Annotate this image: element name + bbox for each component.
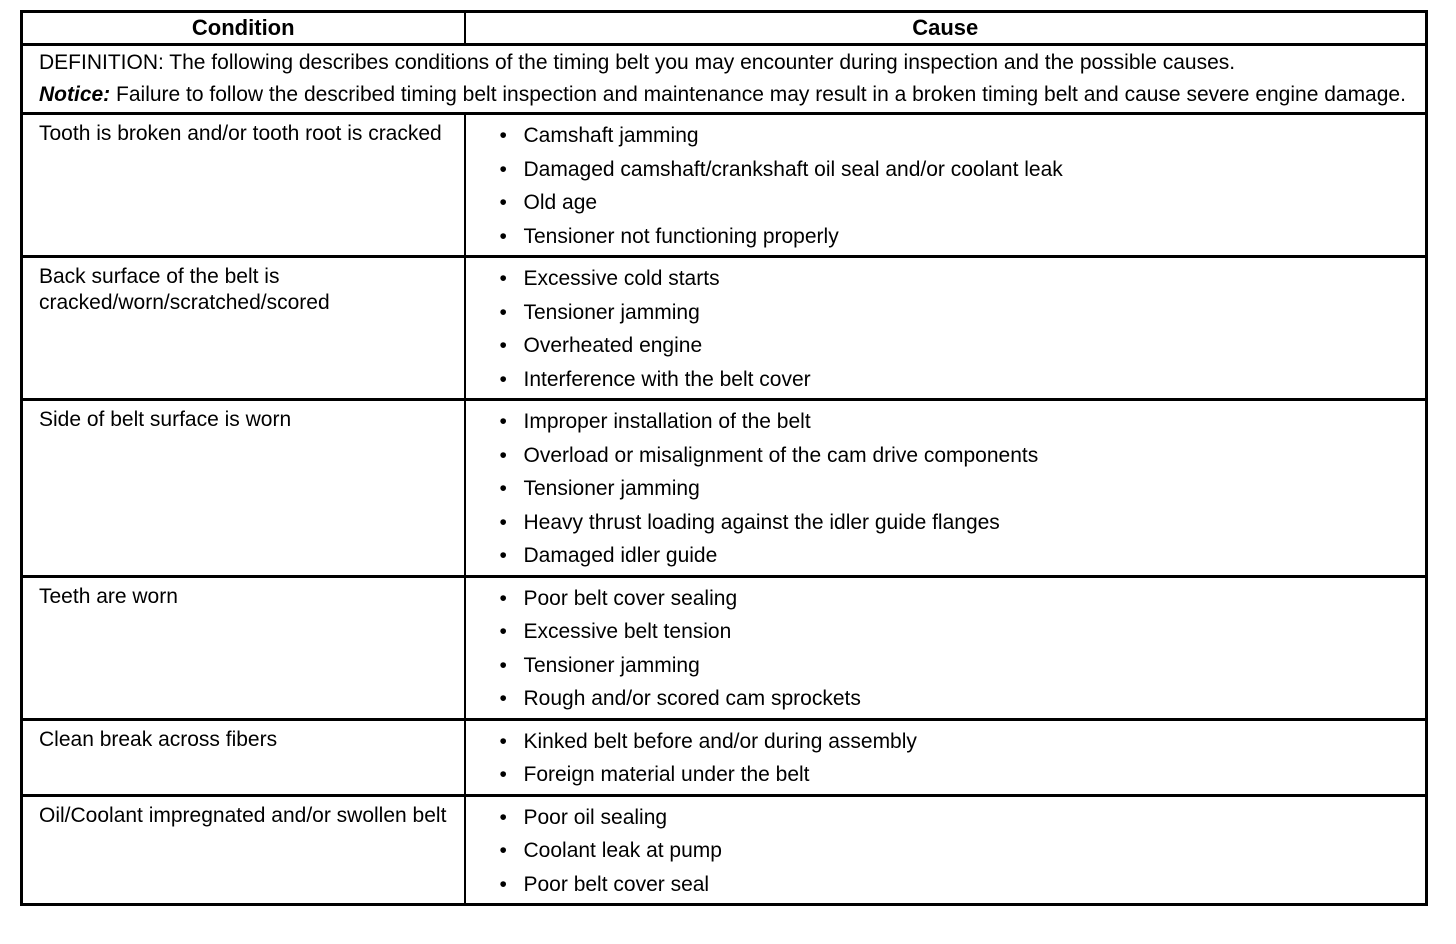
notice-text: Failure to follow the described timing belt inspection and maintenance may result in a broken timing belt and cause severe engine damage. xyxy=(110,83,1406,106)
table-row xyxy=(22,257,1427,400)
cause-item xyxy=(500,329,1426,363)
cause-item xyxy=(500,472,1426,506)
cause-text: Camshaft jamming xyxy=(523,124,699,147)
cause-item xyxy=(500,615,1426,649)
cause-item xyxy=(500,296,1426,330)
cause-item xyxy=(500,119,1426,153)
cause-list xyxy=(500,582,1426,716)
cause-cell xyxy=(465,576,1427,719)
bullet-icon: • xyxy=(499,687,507,710)
cause-text: Kinked belt before and/or during assembly xyxy=(523,729,917,753)
cause-list xyxy=(500,262,1426,396)
bullet-icon: • xyxy=(499,653,507,677)
bullet-icon: • xyxy=(499,805,507,829)
cause-item xyxy=(500,506,1426,540)
cause-text: Damaged camshaft/crankshaft oil seal and/or coolant leak xyxy=(523,157,1063,181)
cause-item xyxy=(500,363,1426,397)
definition-text: DEFINITION: The following describes conditions of the timing belt you may encounter during inspection and the possible causes. xyxy=(39,51,1236,74)
bullet-icon: • xyxy=(499,620,507,643)
cause-text: Improper installation of the belt xyxy=(523,410,811,433)
cause-text: Excessive belt tension xyxy=(523,620,732,643)
cause-text: Overload or misalignment of the cam drive components xyxy=(523,443,1039,467)
header-row xyxy=(22,12,1427,45)
cause-text: Tensioner not functioning properly xyxy=(523,224,839,248)
cause-item xyxy=(500,801,1426,835)
condition-cell: Side of belt surface is worn xyxy=(22,400,465,577)
cause-item xyxy=(500,220,1426,254)
cause-text: Interference with the belt cover xyxy=(523,367,811,391)
bullet-icon: • xyxy=(499,872,507,896)
cause-item xyxy=(500,539,1426,573)
cause-cell xyxy=(465,257,1427,400)
cause-text: Foreign material under the belt xyxy=(523,763,810,786)
table-body xyxy=(22,45,1427,905)
cause-item xyxy=(500,153,1426,187)
cause-text: Old age xyxy=(523,191,598,214)
notice-paragraph xyxy=(39,82,1409,108)
cause-cell xyxy=(465,114,1427,257)
cause-list xyxy=(500,801,1426,902)
cause-item xyxy=(500,725,1426,759)
cause-list xyxy=(500,405,1426,573)
bullet-icon: • xyxy=(499,191,507,214)
bullet-icon: • xyxy=(499,334,507,357)
bullet-icon: • xyxy=(499,300,507,324)
cause-list xyxy=(500,119,1426,253)
bullet-icon: • xyxy=(499,510,507,534)
cause-text: Damaged idler guide xyxy=(523,544,718,567)
cause-cell xyxy=(465,719,1427,795)
bullet-icon: • xyxy=(499,410,507,433)
cause-item xyxy=(500,649,1426,683)
cause-item xyxy=(500,834,1426,868)
cause-text: Poor belt cover sealing xyxy=(523,586,738,610)
cause-item xyxy=(500,439,1426,473)
cause-text: Tensioner jamming xyxy=(523,300,700,324)
cause-header: Cause xyxy=(465,12,1427,45)
cause-item xyxy=(500,868,1426,902)
bullet-icon: • xyxy=(499,763,507,786)
bullet-icon: • xyxy=(499,267,507,290)
bullet-icon: • xyxy=(499,839,507,862)
condition-header: Condition xyxy=(22,12,465,45)
condition-cell: Clean break across fibers xyxy=(22,719,465,795)
cause-item xyxy=(500,405,1426,439)
bullet-icon: • xyxy=(499,157,507,181)
definition-cell xyxy=(22,45,1427,114)
condition-cell: Back surface of the belt is cracked/worn/scratched/scored xyxy=(22,257,465,400)
bullet-icon: • xyxy=(499,544,507,567)
cause-text: Poor oil sealing xyxy=(523,805,668,829)
notice-label: Notice: xyxy=(39,83,111,106)
cause-text: Coolant leak at pump xyxy=(523,839,722,862)
cause-text: Tensioner jamming xyxy=(523,477,700,500)
cause-text: Excessive cold starts xyxy=(523,267,720,290)
bullet-icon: • xyxy=(499,367,507,391)
table-row xyxy=(22,576,1427,719)
table-row xyxy=(22,114,1427,257)
condition-cell: Teeth are worn xyxy=(22,576,465,719)
cause-item xyxy=(500,682,1426,716)
bullet-icon: • xyxy=(499,124,507,147)
cause-cell xyxy=(465,795,1427,905)
bullet-icon: • xyxy=(499,586,507,610)
table-row xyxy=(22,400,1427,577)
bullet-icon: • xyxy=(499,477,507,500)
bullet-icon: • xyxy=(499,224,507,248)
timing-belt-diagnosis-table xyxy=(20,10,1428,906)
cause-text: Rough and/or scored cam sprockets xyxy=(523,687,861,710)
bullet-icon: • xyxy=(499,443,507,467)
bullet-icon: • xyxy=(499,729,507,753)
cause-cell xyxy=(465,400,1427,577)
table-row xyxy=(22,719,1427,795)
condition-cell: Oil/Coolant impregnated and/or swollen belt xyxy=(22,795,465,905)
cause-text: Heavy thrust loading against the idler guide flanges xyxy=(523,510,1000,534)
cause-list xyxy=(500,725,1426,792)
cause-text: Tensioner jamming xyxy=(523,653,700,677)
cause-text: Overheated engine xyxy=(523,334,703,357)
cause-item xyxy=(500,758,1426,792)
condition-cell: Tooth is broken and/or tooth root is cracked xyxy=(22,114,465,257)
definition-row xyxy=(22,45,1427,114)
cause-item xyxy=(500,262,1426,296)
cause-text: Poor belt cover seal xyxy=(523,872,710,896)
table-row xyxy=(22,795,1427,905)
cause-item xyxy=(500,582,1426,616)
cause-item xyxy=(500,186,1426,220)
